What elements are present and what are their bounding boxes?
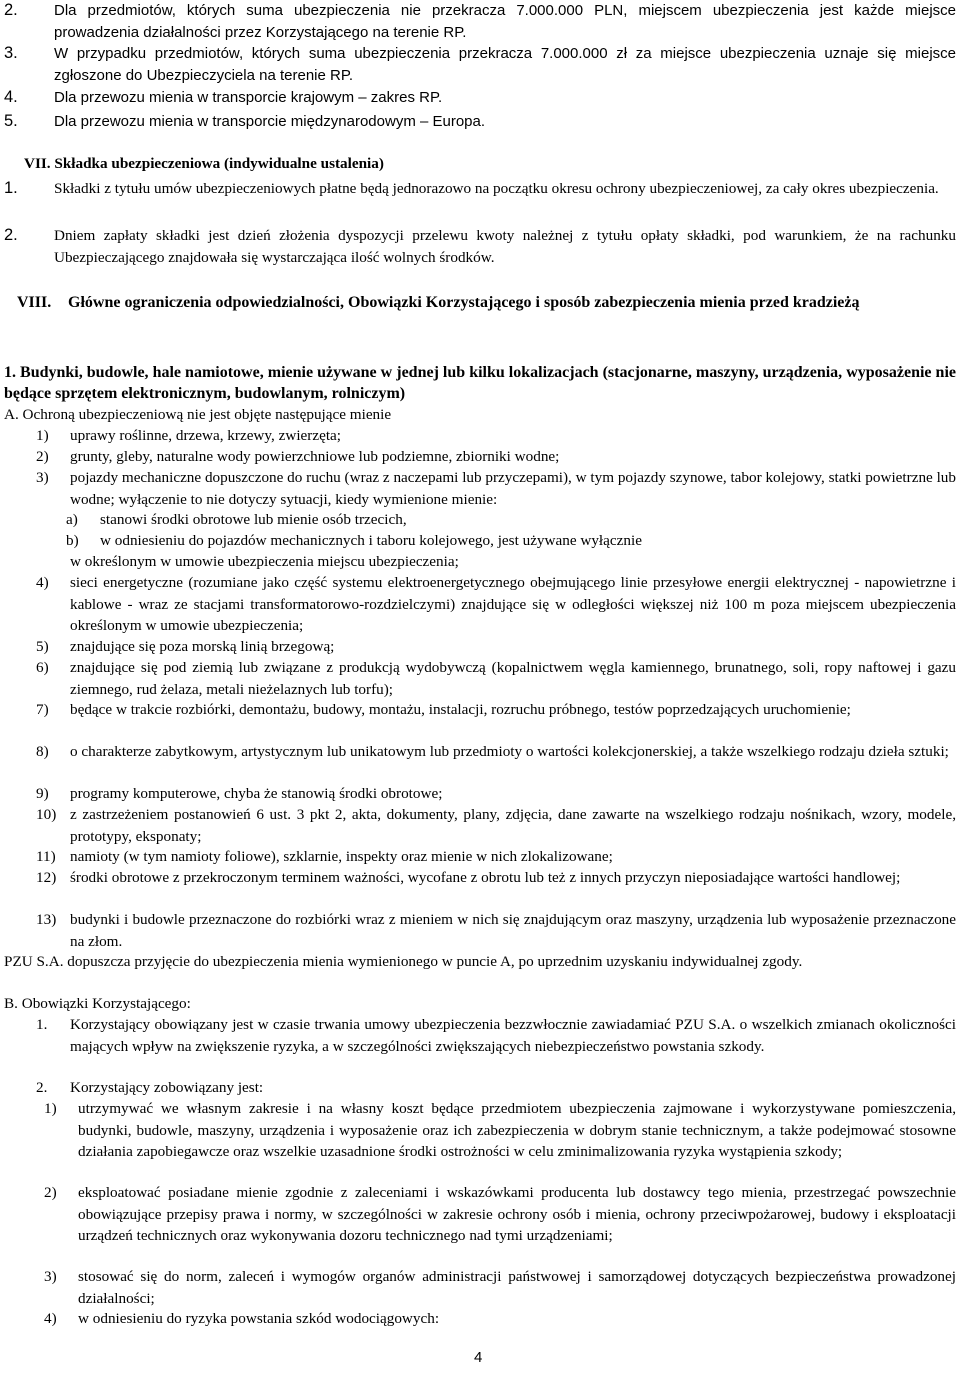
- section-heading: VII. Składka ubezpieczeniowa (indywidualne ustalenia): [24, 155, 384, 172]
- list-number: 2.: [36, 1079, 48, 1096]
- list-item: znajdujące się pod ziemią lub związane z produkcją wydobywczą (kopalnictwem węgla kamiennego, brunatnego, soli, ropy naftowej i gazu ziemnego, rud żelaza, metali nieżelaznych lub torfu);: [70, 659, 956, 698]
- section-heading: Główne ograniczenia odpowiedzialności, Obowiązki Korzystającego i sposób zabezpieczenia mienia przed kradzieżą: [68, 294, 860, 311]
- list-number: 4): [36, 574, 49, 591]
- list-item: utrzymywać we własnym zakresie i na własny koszt będące przedmiotem ubezpieczenia zajmowane i wykorzystywane pomieszczenia, budynki, budowle, maszyny, urządzenia i wyposażenie oraz ich zabezpieczenia w dobrym stanie technicznym, a także podejmować stosowne działania zapobiegawcze oraz wszelkie uzasadnione środki ostrożności w celu zminimalizowania ryzyka wystąpienia szkody;: [78, 1100, 956, 1160]
- item-number: 2.: [4, 1, 18, 19]
- list-number: 1): [44, 1100, 57, 1117]
- item-number: 4.: [4, 88, 18, 106]
- list-number: 3): [36, 469, 49, 486]
- list-number: 9): [36, 785, 49, 802]
- list-number: 7): [36, 701, 49, 718]
- list-item: uprawy roślinne, drzewa, krzewy, zwierzęta;: [70, 427, 341, 444]
- list-number: 13): [36, 911, 57, 928]
- list-heading: A. Ochroną ubezpieczeniową nie jest objęte następujące mienie: [4, 406, 392, 423]
- list-item: w odniesieniu do pojazdów mechanicznych i taboru kolejowego, jest używane wyłącznie: [100, 532, 642, 549]
- list-item: będące w trakcie rozbiórki, demontażu, budowy, montażu, instalacji, rozruchu próbnego, testów poprzedzających uruchomienie;: [70, 701, 851, 718]
- list-number: 1): [36, 427, 49, 444]
- list-item: pojazdy mechaniczne dopuszczone do ruchu (wraz z naczepami lub przyczepami), w tym pojazdy szynowe, tabor kolejowy, statki powietrzne lub wodne; wyłączenie to nie dotyczy sytuacji, kiedy wymienione mienie:: [70, 469, 956, 508]
- list-item: grunty, gleby, naturalne wody powierzchniowe lub podziemne, zbiorniki wodne;: [70, 448, 560, 465]
- list-item: w określonym w umowie ubezpieczenia miejscu ubezpieczenia;: [70, 553, 459, 570]
- list-number: 10): [36, 806, 57, 823]
- item-number: 5.: [4, 112, 18, 130]
- paragraph: Składki z tytułu umów ubezpieczeniowych płatne będą jednorazowo na początku okresu ochrony ubezpieczeniowej, za cały okres ubezpieczenia.: [54, 180, 939, 197]
- paragraph: Dla przewozu mienia w transporcie międzynarodowym – Europa.: [54, 113, 486, 130]
- item-number: 2.: [4, 226, 18, 244]
- list-item: eksploatować posiadane mienie zgodnie z zaleceniami i wskazówkami producenta lub dostawcy tego mienia, przestrzegać powszechnie obowiązujące przepisy prawa i normy, w szczególności w zakresie ochrony osób i mienia, ochrony przeciwpożarowej, budowy i eksploatacji urządzeń technicznych oraz wykonywania dozoru technicznego nad tymi urządzeniami;: [78, 1184, 956, 1244]
- list-item: sieci energetyczne (rozumiane jako część systemu elektroenergetycznego obejmującego linie przesyłowe energii elektrycznej - napowietrzne i kablowe - wraz ze stacjami transformatorowo-rozdzielczymi) znajdujące się w odległości większej niż 100 m poza miejscem ubezpieczenia określonym w umowie ubezpieczenia;: [70, 574, 956, 634]
- subsection-heading-text: 1. Budynki, budowle, hale namiotowe, mienie używane w jednej lub kilku lokalizacjach (stacjonarne, maszyny, urządzenia, wyposażenie nie będące sprzętem elektronicznym, budowlanym, rolniczym): [4, 364, 956, 402]
- paragraph: Dla przewozu mienia w transporcie krajowym – zakres RP.: [54, 89, 443, 106]
- list-number: 5): [36, 638, 49, 655]
- paragraph: Dla przedmiotów, których suma ubezpieczenia nie przekracza 7.000.000 PLN, miejscem ubezpieczenia jest każde miejsce prowadzenia działalności przez Korzystającego na terenie RP.: [54, 2, 956, 41]
- list-number: 4): [44, 1310, 57, 1327]
- paragraph: Dniem zapłaty składki jest dzień złożenia dyspozycji przelewu kwoty należnej z tytułu opłaty składki, pod warunkiem, że na rachunku Ubezpieczającego znajdowała się wystarczająca ilość wolnych środków.: [54, 227, 956, 266]
- list-number: 8): [36, 743, 49, 760]
- list-item: programy komputerowe, chyba że stanowią środki obrotowe;: [70, 785, 443, 802]
- list-item: stosować się do norm, zaleceń i wymogów organów administracji państwowej i samorządowej dotyczących bezpieczeństwa prowadzonej działalności;: [78, 1268, 956, 1307]
- list-number: 2): [36, 448, 49, 465]
- list-item: w odniesieniu do ryzyka powstania szkód wodociągowych:: [78, 1310, 440, 1327]
- list-number: b): [66, 532, 79, 549]
- list-item: środki obrotowe z przekroczonym terminem ważności, wycofane z obrotu lub też z innych przyczyn nieposiadające wartości handlowej;: [70, 869, 901, 886]
- section-number: VIII.: [17, 294, 52, 311]
- item-number: 3.: [4, 44, 18, 62]
- list-number: 11): [36, 848, 56, 865]
- list-number: 1.: [36, 1016, 48, 1033]
- list-item: z zastrzeżeniem postanowień 6 ust. 3 pkt 2, akta, dokumenty, plany, zdjęcia, dane zawarte na wszelkiego rodzaju nośnikach, wzory, modele, prototypy, eksponaty;: [70, 806, 956, 845]
- subsection-heading: [4, 362, 956, 404]
- list-number: 2): [44, 1184, 57, 1201]
- note-paragraph: PZU S.A. dopuszcza przyjęcie do ubezpieczenia mienia wymienionego w puncie A, po uprzednim uzyskaniu indywidualnej zgody.: [4, 953, 803, 970]
- list-item: o charakterze zabytkowym, artystycznym lub unikatowym lub przedmioty o wartości kolekcjonerskiej, a także wszelkiego rodzaju dzieła sztuki;: [70, 743, 949, 760]
- list-heading: B. Obowiązki Korzystającego:: [4, 995, 191, 1012]
- list-item: Korzystający obowiązany jest w czasie trwania umowy ubezpieczenia bezzwłocznie zawiadamiać PZU S.A. o wszelkich zmianach okoliczności mających wpływ na zwiększenie ryzyka, a w szczególności zwiększających niebezpieczeństwo powstania szkody.: [70, 1016, 956, 1055]
- list-item: budynki i budowle przeznaczone do rozbiórki wraz z mieniem w nich się znajdującym oraz maszyny, urządzenia lub wyposażenie przeznaczone na złom.: [70, 911, 956, 950]
- list-number: 6): [36, 659, 49, 676]
- list-item: Korzystający zobowiązany jest:: [70, 1079, 264, 1096]
- item-number: 1.: [4, 179, 18, 197]
- paragraph: W przypadku przedmiotów, których suma ubezpieczenia przekracza 7.000.000 zł za miejsce ubezpieczenia uznaje się miejsce zgłoszone do Ubezpieczyciela na terenie RP.: [54, 45, 956, 84]
- page-number: 4: [474, 1349, 483, 1366]
- list-number: a): [66, 511, 78, 528]
- list-item: stanowi środki obrotowe lub mienie osób trzecich,: [100, 511, 407, 528]
- list-item: znajdujące się poza morską linią brzegową;: [70, 638, 335, 655]
- list-number: 3): [44, 1268, 57, 1285]
- list-item: namioty (w tym namioty foliowe), szklarnie, inspekty oraz mienie w nich zlokalizowane;: [70, 848, 613, 865]
- list-number: 12): [36, 869, 57, 886]
